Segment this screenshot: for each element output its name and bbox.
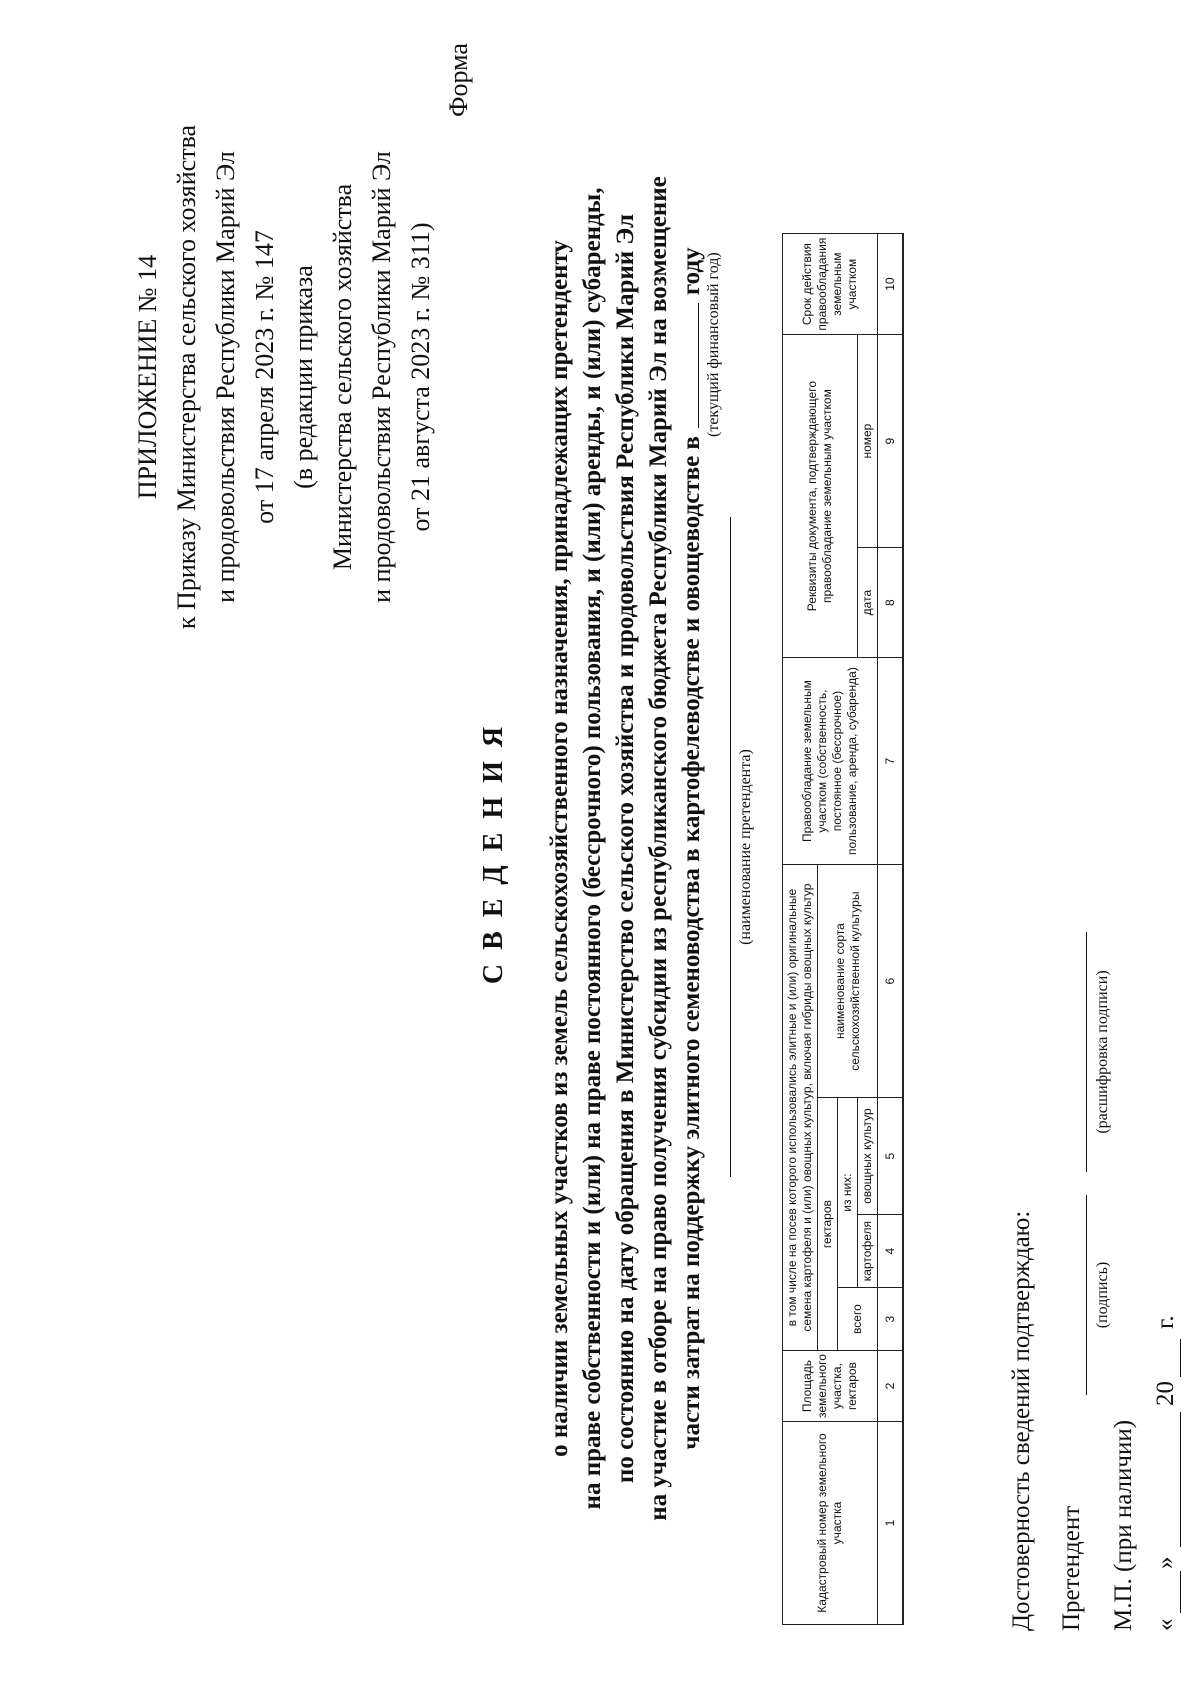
appendix-line: Министерства сельского хозяйства — [328, 183, 357, 571]
header-ownership: Правообладание земельным участком (собственность, постоянное (бессрочное) пользование, аренда, субаренда) — [783, 658, 878, 865]
year-hint: (текущий финансовый год) — [705, 252, 722, 437]
signature-line — [1086, 1195, 1087, 1395]
land-plots-table — [782, 233, 904, 1625]
date-year-suffix: г. — [1152, 1315, 1179, 1329]
signature-decoding-line — [1086, 932, 1087, 1172]
date-month-line — [1180, 1412, 1181, 1547]
appendix-block — [128, 67, 440, 687]
column-number: 6 — [878, 865, 904, 1098]
header-validity-term: Срок действия правообладания земельным участком — [783, 234, 878, 335]
column-number: 1 — [878, 1422, 904, 1625]
confirmation-text: Достоверность сведений подтверждаю: — [1008, 1210, 1035, 1631]
header-total: всего — [838, 1288, 878, 1351]
column-number: 7 — [878, 658, 904, 865]
document-title: СВЕДЕНИЯ — [478, 712, 509, 985]
applicant-name-line — [730, 517, 731, 1177]
heading-line: по состоянию на дату обращения в Министерство сельского хозяйства и продовольствия Республики Марий Эл — [612, 213, 639, 1484]
applicant-hint: (наименование претендента) — [737, 749, 754, 945]
appendix-line: ПРИЛОЖЕНИЕ № 14 — [133, 254, 162, 500]
header-document-details: Реквизиты документа, подтверждающего правообладание земельным участком — [783, 335, 858, 658]
header-variety-name: наименование сорта сельскохозяйственной культуры — [818, 865, 878, 1098]
date-open-quote: « — [1152, 1618, 1179, 1631]
date-year-line — [1180, 1339, 1181, 1377]
date-day-line — [1180, 1571, 1181, 1613]
appendix-line: (в редакции приказа — [289, 265, 318, 489]
header-sowing-group: в том числе на посев которого использовались элитные и (или) оригинальные семена картофеля и (или) овощных культур, включая гибриды овощных культур — [783, 865, 818, 1351]
form-label: Форма — [444, 43, 473, 117]
signature-decoding-hint: (расшифровка подписи) — [1094, 970, 1111, 1134]
date-year-prefix: 20 — [1152, 1381, 1179, 1406]
column-number: 3 — [878, 1288, 904, 1351]
appendix-line: и продовольствия Республики Марий Эл — [211, 151, 240, 603]
column-number: 10 — [878, 234, 904, 335]
header-potato: картофеля — [858, 1215, 878, 1288]
column-number: 4 — [878, 1215, 904, 1288]
column-number: 8 — [878, 548, 904, 658]
applicant-label: Претендент — [1058, 1505, 1085, 1631]
heading-line: на участие в отборе на право получения субсидии из республиканского бюджета Республики Марий Эл на возмещение — [645, 176, 672, 1521]
heading-line: на праве собственности и (или) на праве постоянного (бессрочного) пользования, и (или) аренды, и (или) субаренды, — [579, 187, 606, 1510]
heading-line: о наличии земельных участков из земель сельскохозяйственного назначения, принадлежащих претенденту — [546, 240, 573, 1457]
header-of-them: из них: — [838, 1098, 858, 1288]
appendix-line: и продовольствия Республики Марий Эл — [367, 151, 396, 603]
appendix-line: от 17 апреля 2023 г. № 147 — [250, 230, 279, 524]
stamp-label: М.П. (при наличии) — [1110, 1419, 1137, 1631]
document-heading — [543, 0, 708, 1697]
heading-last-end: году — [678, 247, 705, 296]
header-hectares: гектаров — [818, 1098, 838, 1351]
column-number: 9 — [878, 335, 904, 548]
header-number: номер — [858, 335, 878, 548]
header-date: дата — [858, 548, 878, 658]
date-close-quote: » — [1152, 1556, 1179, 1569]
heading-last-start: части затрат на поддержку элитного семеноводства в картофелеводстве и овощеводстве в — [678, 436, 705, 1450]
header-cadastral-number: Кадастровый номер земельного участка — [783, 1422, 878, 1625]
appendix-line: к Приказу Министерства сельского хозяйства — [172, 124, 201, 630]
year-blank — [678, 303, 699, 428]
appendix-line: от 21 августа 2023 г. № 311) — [406, 222, 435, 532]
header-vegetables: овощных культур — [858, 1098, 878, 1215]
header-plot-area: Площадь земельного участка, гектаров — [783, 1351, 878, 1422]
heading-line-last — [675, 0, 708, 1697]
signature-hint: (подпись) — [1094, 1261, 1111, 1329]
column-number: 2 — [878, 1351, 904, 1422]
column-number: 5 — [878, 1098, 904, 1215]
